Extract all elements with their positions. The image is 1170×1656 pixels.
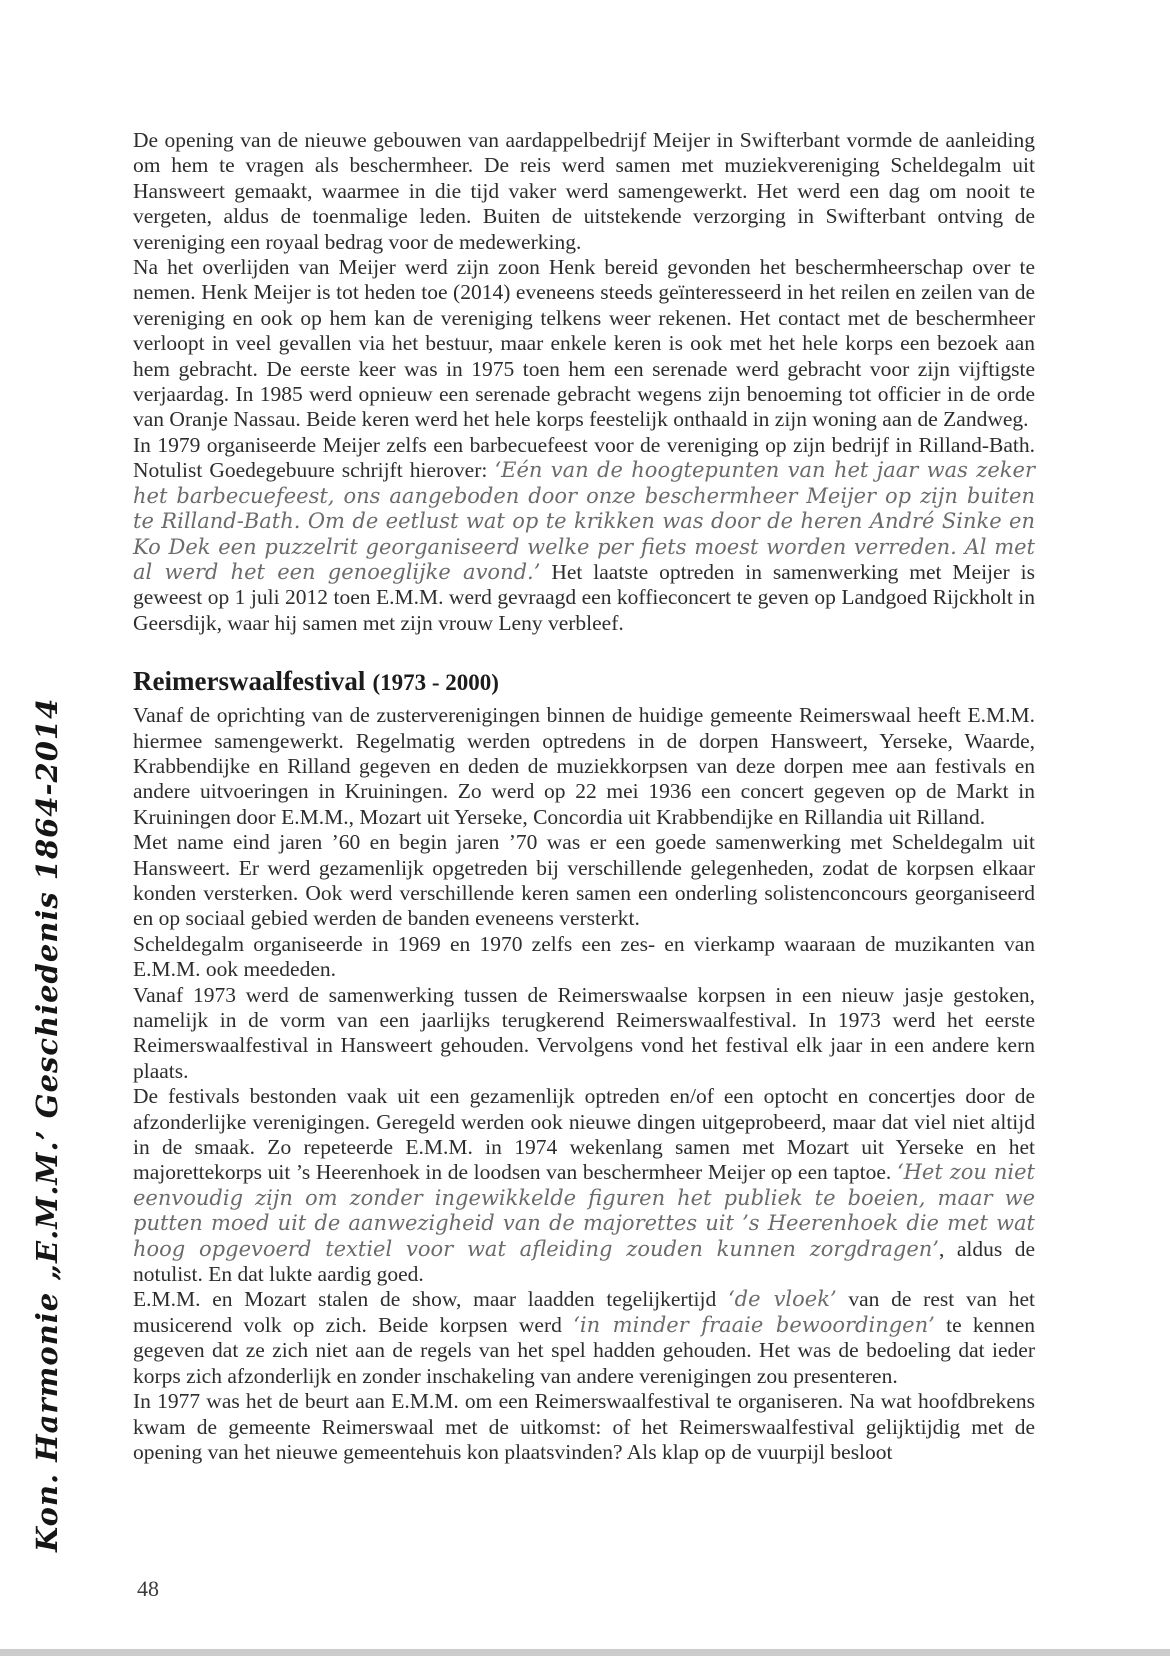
main-text-block xyxy=(133,128,1035,1465)
page-number: 48 xyxy=(137,1576,159,1601)
quoted-script-text: ‘Eén van de hoogtepunten van het jaar was zeker het barbecuefeest, ons aangeboden door onze beschermheer Meijer op zijn buiten te Rilland-Bath. Om de eetlust wat op te krikken was door de heren André Sinke en Ko Dek een puzzelrit georganiseerd welke per fiets moest worden verreden. Al met al werd het een genoeglijke avond.’ xyxy=(133,458,1035,584)
paragraph xyxy=(133,703,1035,830)
body-text: In 1977 was het de beurt aan E.M.M. om een Reimerswaalfestival te organiseren. Na wat hoofdbrekens kwam de gemeente Reimerswaal met de uitkomst: of het Reimerswaalfestival gelijktijdig met de opening van het nieuwe gemeentehuis kon plaatsvinden? Als klap op de vuurpijl besloot xyxy=(133,1389,1035,1464)
body-text: E.M.M. en Mozart stalen de show, maar laadden tegelijkertijd xyxy=(133,1287,728,1312)
body-text: De opening van de nieuwe gebouwen van aardappelbedrijf Meijer in Swifterbant vormde de aanleiding om hem te vragen als beschermheer. De reis werd samen met muziekvereniging Scheldegalm uit Hansweert gemaakt, waarmee in die tijd vaker werd samengewerkt. Het werd een dag om nooit te vergeten, aldus de toenmalige leden. Buiten de uitstekende verzorging in Swifterbant ontving de vereniging een royaal bedrag voor de medewerking. xyxy=(133,128,1035,254)
paragraph xyxy=(133,433,1035,636)
body-text: De festivals bestonden vaak uit een gezamenlijk optreden en/of een optocht en concertjes door de afzonderlijke verenigingen. Geregeld werden ook nieuwe dingen uitgeprobeerd, maar dat viel niet altijd in de smaak. Zo repeteerde E.M.M. in 1974 wekenlang samen met Mozart uit Yerseke en het majorettekorps uit ’s Heerenhoek in de loodsen van beschermheer Meijer op een taptoe. xyxy=(133,1084,1035,1185)
body-text: te kennen gegeven dat ze zich niet aan de regels van het spel hadden gehouden. Het was de bedoeling dat ieder korps zich afzonderlijk en zonder inschakeling van andere verenigingen zou presenteren. xyxy=(133,1312,1035,1388)
section-heading-years: (1973 - 2000) xyxy=(372,670,499,696)
section-heading-title: Reimerswaalfestival xyxy=(133,666,366,697)
paragraph xyxy=(133,1084,1035,1287)
page-bottom-edge xyxy=(0,1649,1170,1656)
body-text: Na het overlijden van Meijer werd zijn zoon Henk bereid gevonden het beschermheerschap over te nemen. Henk Meijer is tot heden toe (2014) eveneens steeds geïnteresseerd in het reilen en zeilen van de vereniging en ook op hem kan de vereniging telkens weer rekenen. Het contact met de beschermheer verloopt in veel gevallen via het bestuur, maar enkele keren is ook met het hele korps een bezoek aan hem gebracht. De eerste keer was in 1975 toen hem een serenade werd gebracht voor zijn vijftigste verjaardag. In 1985 werd opnieuw een serenade gebracht wegens zijn benoeming tot officier in de orde van Oranje Nassau. Beide keren werd het hele korps feestelijk onthaald in zijn woning aan de Zandweg. xyxy=(133,255,1035,432)
body-text: Met name eind jaren ’60 en begin jaren ’70 was er een goede samenwerking met Scheldegalm uit Hansweert. Er werd gezamenlijk opgetreden bij verschillende gelegenheden, zodat de korpsen elkaar konden versterken. Ook werd verschillende keren samen een onderling solistenconcours georganiseerd en op sociaal gebied werden de banden eveneens versterkt. xyxy=(133,830,1035,931)
paragraph xyxy=(133,983,1035,1085)
quoted-script-text: ‘Het zou niet eenvoudig zijn om zonder ingewikkelde figuren het publiek te boeien, maar we putten moed uit de aanwezigheid van de majorettes uit ’s Heerenhoek die met wat hoog opgevoerd textiel voor wat afleiding zouden kunnen zorgdragen’ xyxy=(133,1160,1035,1261)
paragraph xyxy=(133,1389,1035,1465)
quoted-script-text: ‘de vloek’ xyxy=(727,1287,837,1312)
intro-section xyxy=(133,128,1035,636)
body-text: Scheldegalm organiseerde in 1969 en 1970 zelfs een zes- en vierkamp waaraan de muzikanten van E.M.M. ook meededen. xyxy=(133,931,1035,982)
paragraph xyxy=(133,255,1035,433)
body-text: Het laatste optreden in samenwerking met Meijer is geweest op 1 juli 2012 toen E.M.M. werd gevraagd een koffieconcert te geven op Landgoed Rijckholt in Geersdijk, waar hij samen met zijn vrouw Leny verbleef. xyxy=(133,559,1035,635)
paragraph xyxy=(133,830,1035,932)
body-text: Vanaf 1973 werd de samenwerking tussen de Reimerswaalse korpsen in een nieuw jasje gestoken, namelijk in de vorm van een jaarlijks terugkerend Reimerswaalfestival. In 1973 werd het eerste Reimerswaalfestival in Hansweert gehouden. Vervolgens vond het festival elk jaar in een andere kern plaats. xyxy=(133,982,1035,1083)
body-text: In 1979 organiseerde Meijer zelfs een barbecuefeest voor de vereniging op zijn bedrijf in Rilland-Bath. Notulist Goedegebuure schrijft hierover: xyxy=(133,432,1035,483)
paragraph xyxy=(133,1287,1035,1389)
body-text: Vanaf de oprichting van de zusterverenigingen binnen de huidige gemeente Reimerswaal heeft E.M.M. hiermee samengewerkt. Regelmatig werden optredens in de dorpen Hansweert, Yerseke, Waarde, Krabbendijke en Rilland gegeven en deden de muziekkorpsen van deze dorpen mee aan festivals en andere uitvoeringen in Kruiningen. Zo werd op 22 mei 1936 een concert gegeven op de Markt in Kruiningen door E.M.M., Mozart uit Yerseke, Concordia uit Krabbendijke en Rillandia uit Rilland. xyxy=(133,703,1035,829)
paragraph xyxy=(133,932,1035,983)
paragraph xyxy=(133,128,1035,255)
body-text: , aldus de notulist. En dat lukte aardig goed. xyxy=(133,1236,1035,1287)
section-heading xyxy=(133,666,1035,698)
festival-section xyxy=(133,703,1035,1465)
quoted-script-text: ‘in minder fraaie bewoordingen’ xyxy=(573,1312,935,1337)
body-text: van de rest van het musicerend volk op zich. Beide korpsen werd xyxy=(133,1287,1035,1337)
sidebar-vertical-title: Kon. Harmonie „E.M.M.’ Geschiedenis 1864-2014 xyxy=(30,697,64,1552)
